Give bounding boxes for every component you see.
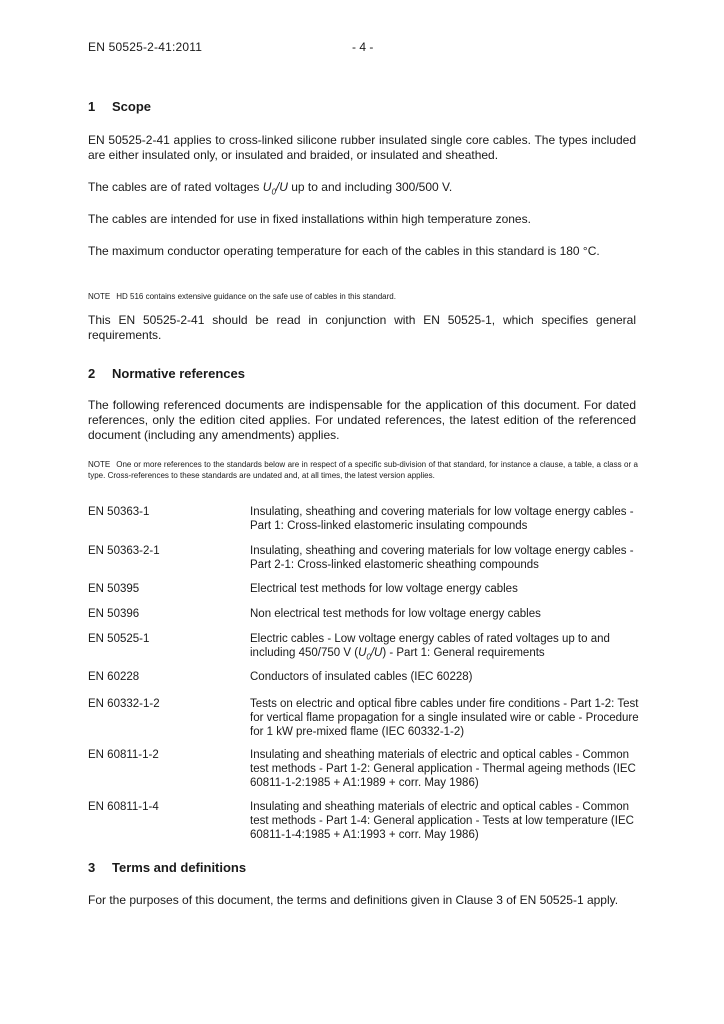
reference-title: Insulating and sheathing materials of electric and optical cables - Common test methods - Part 1-4: General application - Tests at low temperature (IEC 60811-1-4:1985 + A1:1993 + corr. May 1986) <box>250 801 634 841</box>
reference-code: EN 50395 <box>88 583 140 595</box>
scope-note <box>88 291 638 302</box>
scope-paragraph-5: This EN 50525-2-41 should be read in conjunction with EN 50525-1, which specifies general requirements. <box>88 313 636 342</box>
note-label: NOTE <box>88 460 111 469</box>
section-title: Scope <box>112 99 152 114</box>
section-number: 2 <box>88 366 96 381</box>
reference-title: Electric cables - Low voltage energy cables of rated voltages up to and including 450/750 V $(U_0/U)$ - Part 1: General requirements <box>250 633 610 662</box>
section-3-heading <box>88 860 246 875</box>
page-number: - 4 - <box>352 40 374 54</box>
reference-title: Conductors of insulated cables (IEC 60228) <box>250 671 473 683</box>
document-id: EN 50525-2-41:2011 <box>88 40 203 54</box>
reference-code: EN 60811-1-4 <box>88 801 159 813</box>
reference-title: Insulating, sheathing and covering materials for low voltage energy cables - Part 2-1: Cross-linked elastomeric sheathing compounds <box>250 545 634 571</box>
reference-title: Insulating and sheathing materials of electric and optical cables - Common test methods - Part 1-2: General application - Thermal ageing methods (IEC 60811-1-2:1985 + A1:1989 + corr. May 1986) <box>250 749 636 789</box>
reference-code: EN 60811-1-2 <box>88 749 159 761</box>
section-title: Terms and definitions <box>112 860 247 875</box>
reference-code: EN 50525-1 <box>88 633 150 645</box>
section-2-heading <box>88 366 245 381</box>
note-text: One or more references to the standards below are in respect of a specific sub-division of that standard, for instance a clause, a table, a class or a type. Cross-references to these standards are undated and, at all times, the latest version applies. <box>88 460 638 480</box>
terms-paragraph: For the purposes of this document, the terms and definitions given in Clause 3 of EN 50525-1 apply. <box>88 893 619 907</box>
reference-code: EN 60228 <box>88 671 140 683</box>
section-number: 3 <box>88 860 96 875</box>
reference-code: EN 60332-1-2 <box>88 698 160 710</box>
reference-title: Electrical test methods for low voltage energy cables <box>250 583 518 595</box>
normative-references-note <box>88 459 638 481</box>
scope-paragraph-4: The maximum conductor operating temperature for each of the cables in this standard is 180 °C. <box>88 244 600 258</box>
scope-paragraph-1: EN 50525-2-41 applies to cross-linked silicone rubber insulated single core cables. The types included are either insulated only, or insulated and braided, or insulated and sheathed. <box>88 133 636 162</box>
reference-title: Tests on electric and optical fibre cables under fire conditions - Part 1-2: Test for vertical flame propagation for a single insulated wire or cable - Procedure for 1 kW pre-mixed flame (IEC 60332-1-2) <box>250 698 639 738</box>
scope-paragraph-2: The cables are of rated voltages $U_0/U$ up to and including 300/500 V. <box>88 180 453 197</box>
voltage-symbol: $U_0/U$ <box>262 180 288 197</box>
note-text: HD 516 contains extensive guidance on the safe use of cables in this standard. <box>116 292 396 301</box>
note-label: NOTE <box>88 292 111 301</box>
voltage-symbol: $U_0/U$ <box>358 647 383 662</box>
section-number: 1 <box>88 99 96 114</box>
reference-code: EN 50363-1 <box>88 506 150 518</box>
reference-code: EN 50363-2-1 <box>88 545 160 557</box>
normative-references-intro: The following referenced documents are indispensable for the application of this document. For dated references, only the edition cited applies. For undated references, the latest edition of the referenced document (including any amendments) applies. <box>88 398 636 442</box>
section-1-heading <box>88 99 151 114</box>
reference-title: Insulating, sheathing and covering materials for low voltage energy cables - Part 1: Cross-linked elastomeric insulating compounds <box>250 506 634 532</box>
reference-code: EN 50396 <box>88 608 140 620</box>
scope-paragraph-3: The cables are intended for use in fixed installations within high temperature zones. <box>88 212 531 226</box>
reference-title: Non electrical test methods for low voltage energy cables <box>250 608 541 620</box>
section-title: Normative references <box>112 366 245 381</box>
